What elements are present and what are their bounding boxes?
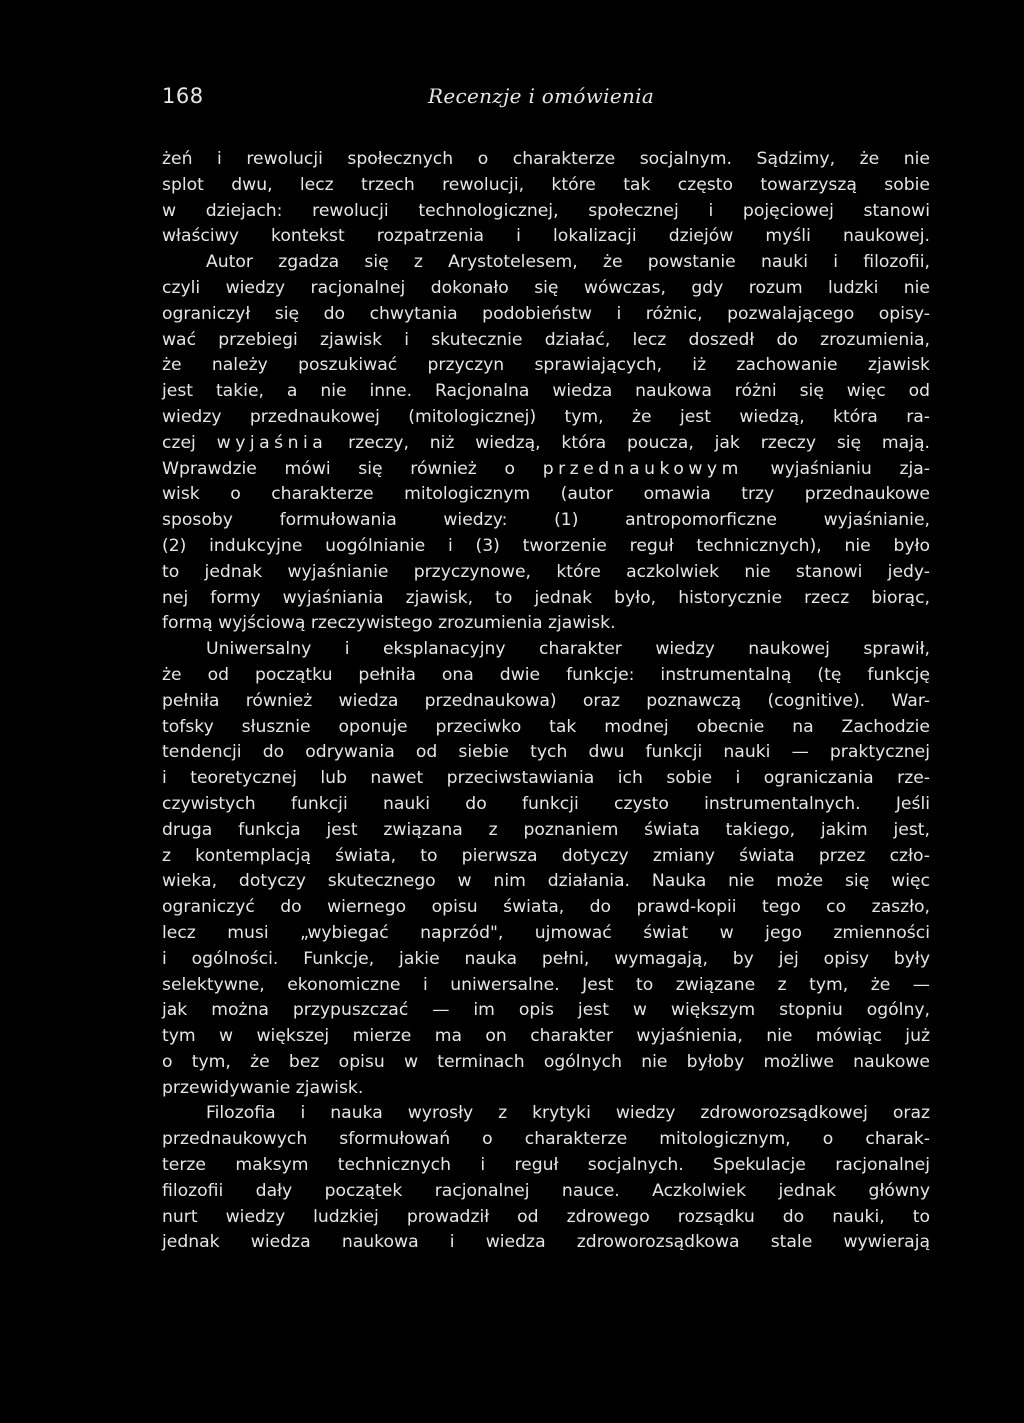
text-line: Uniwersalny i eksplanacyjny charakter wiedzy naukowej sprawił,	[206, 639, 930, 660]
text-line: jednak wiedza naukowa i wiedza zdroworozsądkowa stale wywierają	[162, 1232, 930, 1253]
text-line: sposoby formułowania wiedzy: (1) antropomorficzne wyjaśnianie,	[162, 510, 930, 531]
text-line: lecz musi „wybiegać naprzód", ujmować świat w jego zmienności	[162, 922, 930, 943]
text-line: i ogólności. Funkcje, jakie nauka pełni, wymagają, by jej opisy były	[162, 948, 930, 969]
text-line: o tym, że bez opisu w terminach ogólnych nie byłoby możliwe naukowe	[162, 1051, 930, 1072]
text-segment: Wprawdzie mówi się również o	[162, 458, 543, 479]
text-line: Autor zgadza się z Arystotelesem, że powstanie nauki i filozofii,	[206, 252, 930, 273]
text-line: pełniła również wiedza przednaukowa) oraz poznawczą (cognitive). War-	[162, 690, 930, 711]
text-line: wiedzy przednaukowej (mitologicznej) tym, że jest wiedzą, która ra-	[162, 406, 930, 427]
text-segment: rzeczy, niż wiedzą, która poucza, jak rzeczy się mają.	[327, 432, 930, 453]
text-line: z kontemplacją świata, to pierwsza dotyczy zmiany świata przez czło-	[162, 845, 930, 866]
text-line: i teoretycznej lub nawet przeciwstawiania ich sobie i ograniczania rze-	[162, 768, 930, 789]
text-line	[162, 457, 930, 483]
text-line: filozofii dały początek racjonalnej nauce. Aczkolwiek jednak główny	[162, 1180, 930, 1201]
text-line: to jednak wyjaśnianie przyczynowe, które aczkolwiek nie stanowi jedy-	[162, 561, 930, 582]
text-line: ograniczył się do chwytania podobieństw i różnic, pozwalającego opisy-	[162, 303, 930, 324]
text-line: tendencji do odrywania od siebie tych dwu funkcji nauki — praktycznej	[162, 742, 930, 763]
body-text	[162, 147, 930, 1256]
text-line: ograniczyć do wiernego opisu świata, do prawd-kopii tego co zaszło,	[162, 897, 930, 918]
text-line: w dziejach: rewolucji technologicznej, społecznej i pojęciowej stanowi	[162, 200, 930, 221]
text-line: nej formy wyjaśniania zjawisk, to jednak było, historycznie rzecz biorąc,	[162, 587, 930, 608]
text-line: czyli wiedzy racjonalnej dokonało się wówczas, gdy rozum ludzki nie	[162, 277, 930, 298]
text-line: wać przebiegi zjawisk i skutecznie działać, lecz doszedł do zrozumienia,	[162, 329, 930, 350]
text-line: druga funkcja jest związana z poznaniem świata takiego, jakim jest,	[162, 819, 930, 840]
text-segment: czej	[162, 432, 217, 453]
text-line: nurt wiedzy ludzkiej prowadził od zdrowego rozsądku do nauki, to	[162, 1206, 930, 1227]
text-line: Filozofia i nauka wyrosły z krytyki wiedzy zdroworozsądkowej oraz	[206, 1103, 930, 1124]
text-line: wieka, dotyczy skutecznego w nim działania. Nauka nie może się więc	[162, 871, 930, 892]
text-line: terze maksym technicznych i reguł socjalnych. Spekulacje racjonalnej	[162, 1155, 930, 1176]
page-number: 168	[162, 84, 204, 108]
text-line: selektywne, ekonomiczne i uniwersalne. Jest to związane z tym, że —	[162, 974, 930, 995]
running-head: Recenzje i omówienia	[428, 84, 655, 108]
text-line: przewidywanie zjawisk.	[162, 1077, 364, 1098]
text-line: czywistych funkcji nauki do funkcji czysto instrumentalnych. Jeśli	[162, 793, 930, 814]
text-line: żeń i rewolucji społecznych o charakterze socjalnym. Sądzimy, że nie	[162, 149, 930, 169]
text-segment: wyjaśnianiu zja-	[742, 458, 930, 479]
text-line: tym w większej mierze ma on charakter wyjaśnienia, nie mówiąc już	[162, 1026, 930, 1047]
text-line: (2) indukcyjne uogólnianie i (3) tworzenie reguł technicznych), nie było	[162, 535, 930, 556]
text-line: formą wyjściową rzeczywistego zrozumienia zjawisk.	[162, 613, 616, 634]
text-line: przednaukowych sformułowań o charakterze mitologicznym, o charak-	[162, 1129, 930, 1150]
text-line: wisk o charakterze mitologicznym (autor omawia trzy przednaukowe	[162, 484, 930, 505]
text-line: że od początku pełniła ona dwie funkcje: instrumentalną (tę funkcję	[162, 664, 930, 685]
text-line: splot dwu, lecz trzech rewolucji, które tak często towarzyszą sobie	[162, 174, 930, 195]
text-line	[162, 431, 930, 457]
text-line: jak można przypuszczać — im opis jest w większym stopniu ogólny,	[162, 1000, 930, 1021]
text-line: że należy poszukiwać przyczyn sprawiających, iż zachowanie zjawisk	[162, 355, 930, 376]
page-header	[162, 84, 930, 118]
emphasized-word: wyjaśnia	[216, 432, 328, 453]
text-line: właściwy kontekst rozpatrzenia i lokalizacji dziejów myśli naukowej.	[162, 226, 930, 247]
text-line: jest takie, a nie inne. Racjonalna wiedza naukowa różni się więc od	[162, 381, 930, 402]
text-line: tofsky słusznie oponuje przeciwko tak modnej obecnie na Zachodzie	[162, 716, 930, 737]
emphasized-word: przednaukowym	[542, 458, 743, 479]
